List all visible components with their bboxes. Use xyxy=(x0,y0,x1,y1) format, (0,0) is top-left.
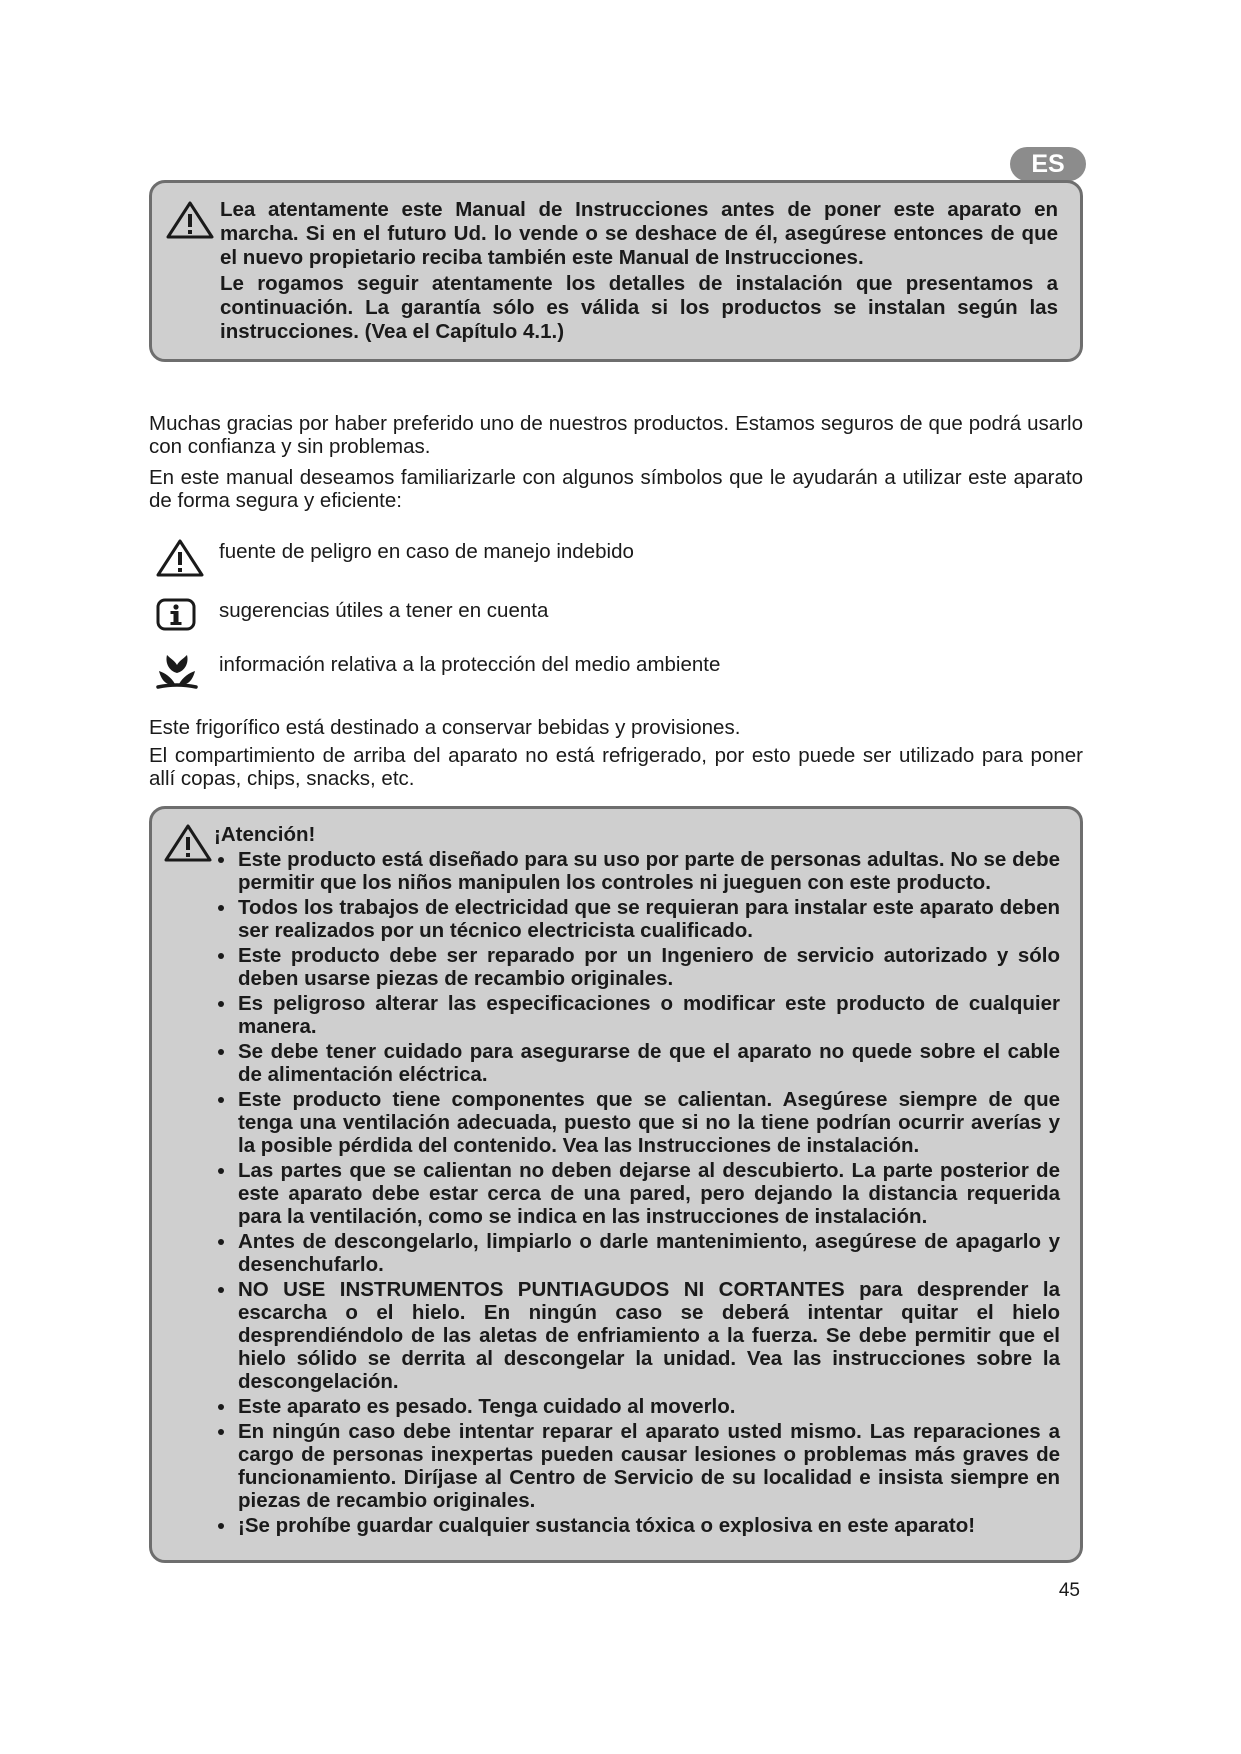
symbol-text-danger: fuente de peligro en caso de manejo indebido xyxy=(219,540,634,563)
page-number: 45 xyxy=(1058,1580,1080,1601)
symbol-row-environment xyxy=(149,651,1083,697)
language-badge: ES xyxy=(1010,147,1086,181)
symbol-row-info xyxy=(149,597,1083,643)
warning-triangle-icon xyxy=(155,538,205,578)
attention-item: Antes de descongelarlo, limpiarlo o darle mantenimiento, asegúrese de apagarlo y desenchufarlo. xyxy=(238,1230,1060,1276)
symbol-text-environment: información relativa a la protección del medio ambiente xyxy=(219,653,721,676)
attention-list xyxy=(214,848,1060,1537)
intro-warning-box xyxy=(149,180,1083,362)
purpose-line-1: Este frigorífico está destinado a conservar bebidas y provisiones. xyxy=(149,716,741,739)
attention-item: NO USE INSTRUMENTOS PUNTIAGUDOS NI CORTANTES para desprender la escarcha o el hielo. En ningún caso se deberá intentar quitar el hielo desprendiéndolo de las aletas de enfriamiento a la fuerza. Se debe permitir que el hielo sólido se derrita al descongelar la unidad. Vea las instrucciones sobre la descongelación. xyxy=(238,1278,1060,1393)
attention-item: Este producto debe ser reparado por un Ingeniero de servicio autorizado y sólo deben usarse piezas de recambio originales. xyxy=(238,944,1060,990)
attention-item: Este producto está diseñado para su uso por parte de personas adultas. No se debe permitir que los niños manipulen los controles ni jueguen con este producto. xyxy=(238,848,1060,894)
symbol-row-danger xyxy=(149,538,1083,584)
thanks-paragraph: Muchas gracias por haber preferido uno de nuestros productos. Estamos seguros de que podrá usarlo con confianza y sin problemas. xyxy=(149,412,1083,458)
attention-item: ¡Se prohíbe guardar cualquier sustancia tóxica o explosiva en este aparato! xyxy=(238,1514,1060,1537)
purpose-line-2: El compartimiento de arriba del aparato no está refrigerado, por esto puede ser utilizado para poner allí copas, chips, snacks, etc. xyxy=(149,744,1083,790)
warning-triangle-icon xyxy=(166,200,214,240)
attention-item: En ningún caso debe intentar reparar el aparato usted mismo. Las reparaciones a cargo de personas inexpertas pueden causar lesiones o problemas más graves de funcionamiento. Diríjase al Centro de Servicio de su localidad e insista siempre en piezas de recambio originales. xyxy=(238,1420,1060,1512)
attention-box xyxy=(149,806,1083,1563)
attention-item: Este producto tiene componentes que se calientan. Asegúrese siempre de que tenga una ventilación adecuada, puesto que si no la tiene podrían ocurrir averías y la posible pérdida del contenido. Vea las Instrucciones de instalación. xyxy=(238,1088,1060,1157)
warning-triangle-icon xyxy=(164,823,212,863)
attention-item: Este aparato es pesado. Tenga cuidado al moverlo. xyxy=(238,1395,1060,1418)
intro-warning-paragraph-1: Lea atentamente este Manual de Instrucciones antes de poner este aparato en marcha. Si en el futuro Ud. lo vende o se deshace de él, asegúrese entonces de que el nuevo propietario reciba también este Manual de Instrucciones. xyxy=(220,198,1058,269)
attention-item: Se debe tener cuidado para asegurarse de que el aparato no quede sobre el cable de alimentación eléctrica. xyxy=(238,1040,1060,1086)
attention-item: Es peligroso alterar las especificaciones o modificar este producto de cualquier manera. xyxy=(238,992,1060,1038)
attention-item: Todos los trabajos de electricidad que se requieran para instalar este aparato deben ser realizados por un técnico electricista cualificado. xyxy=(238,896,1060,942)
info-icon xyxy=(155,597,197,633)
intro-warning-paragraph-2: Le rogamos seguir atentamente los detalles de instalación que presentamos a continuación. La garantía sólo es válida si los productos se instalan según las instrucciones. (Vea el Capítulo 4.1.) xyxy=(220,272,1058,343)
attention-title: ¡Atención! xyxy=(214,823,316,846)
symbols-intro-paragraph: En este manual deseamos familiarizarle con algunos símbolos que le ayudarán a utilizar este aparato de forma segura y eficiente: xyxy=(149,466,1083,512)
environment-flower-icon xyxy=(155,651,199,691)
symbol-text-info: sugerencias útiles a tener en cuenta xyxy=(219,599,549,622)
attention-item: Las partes que se calientan no deben dejarse al descubierto. La parte posterior de este aparato debe estar cerca de una pared, pero dejando la distancia requerida para la ventilación, como se indica en las instrucciones de instalación. xyxy=(238,1159,1060,1228)
